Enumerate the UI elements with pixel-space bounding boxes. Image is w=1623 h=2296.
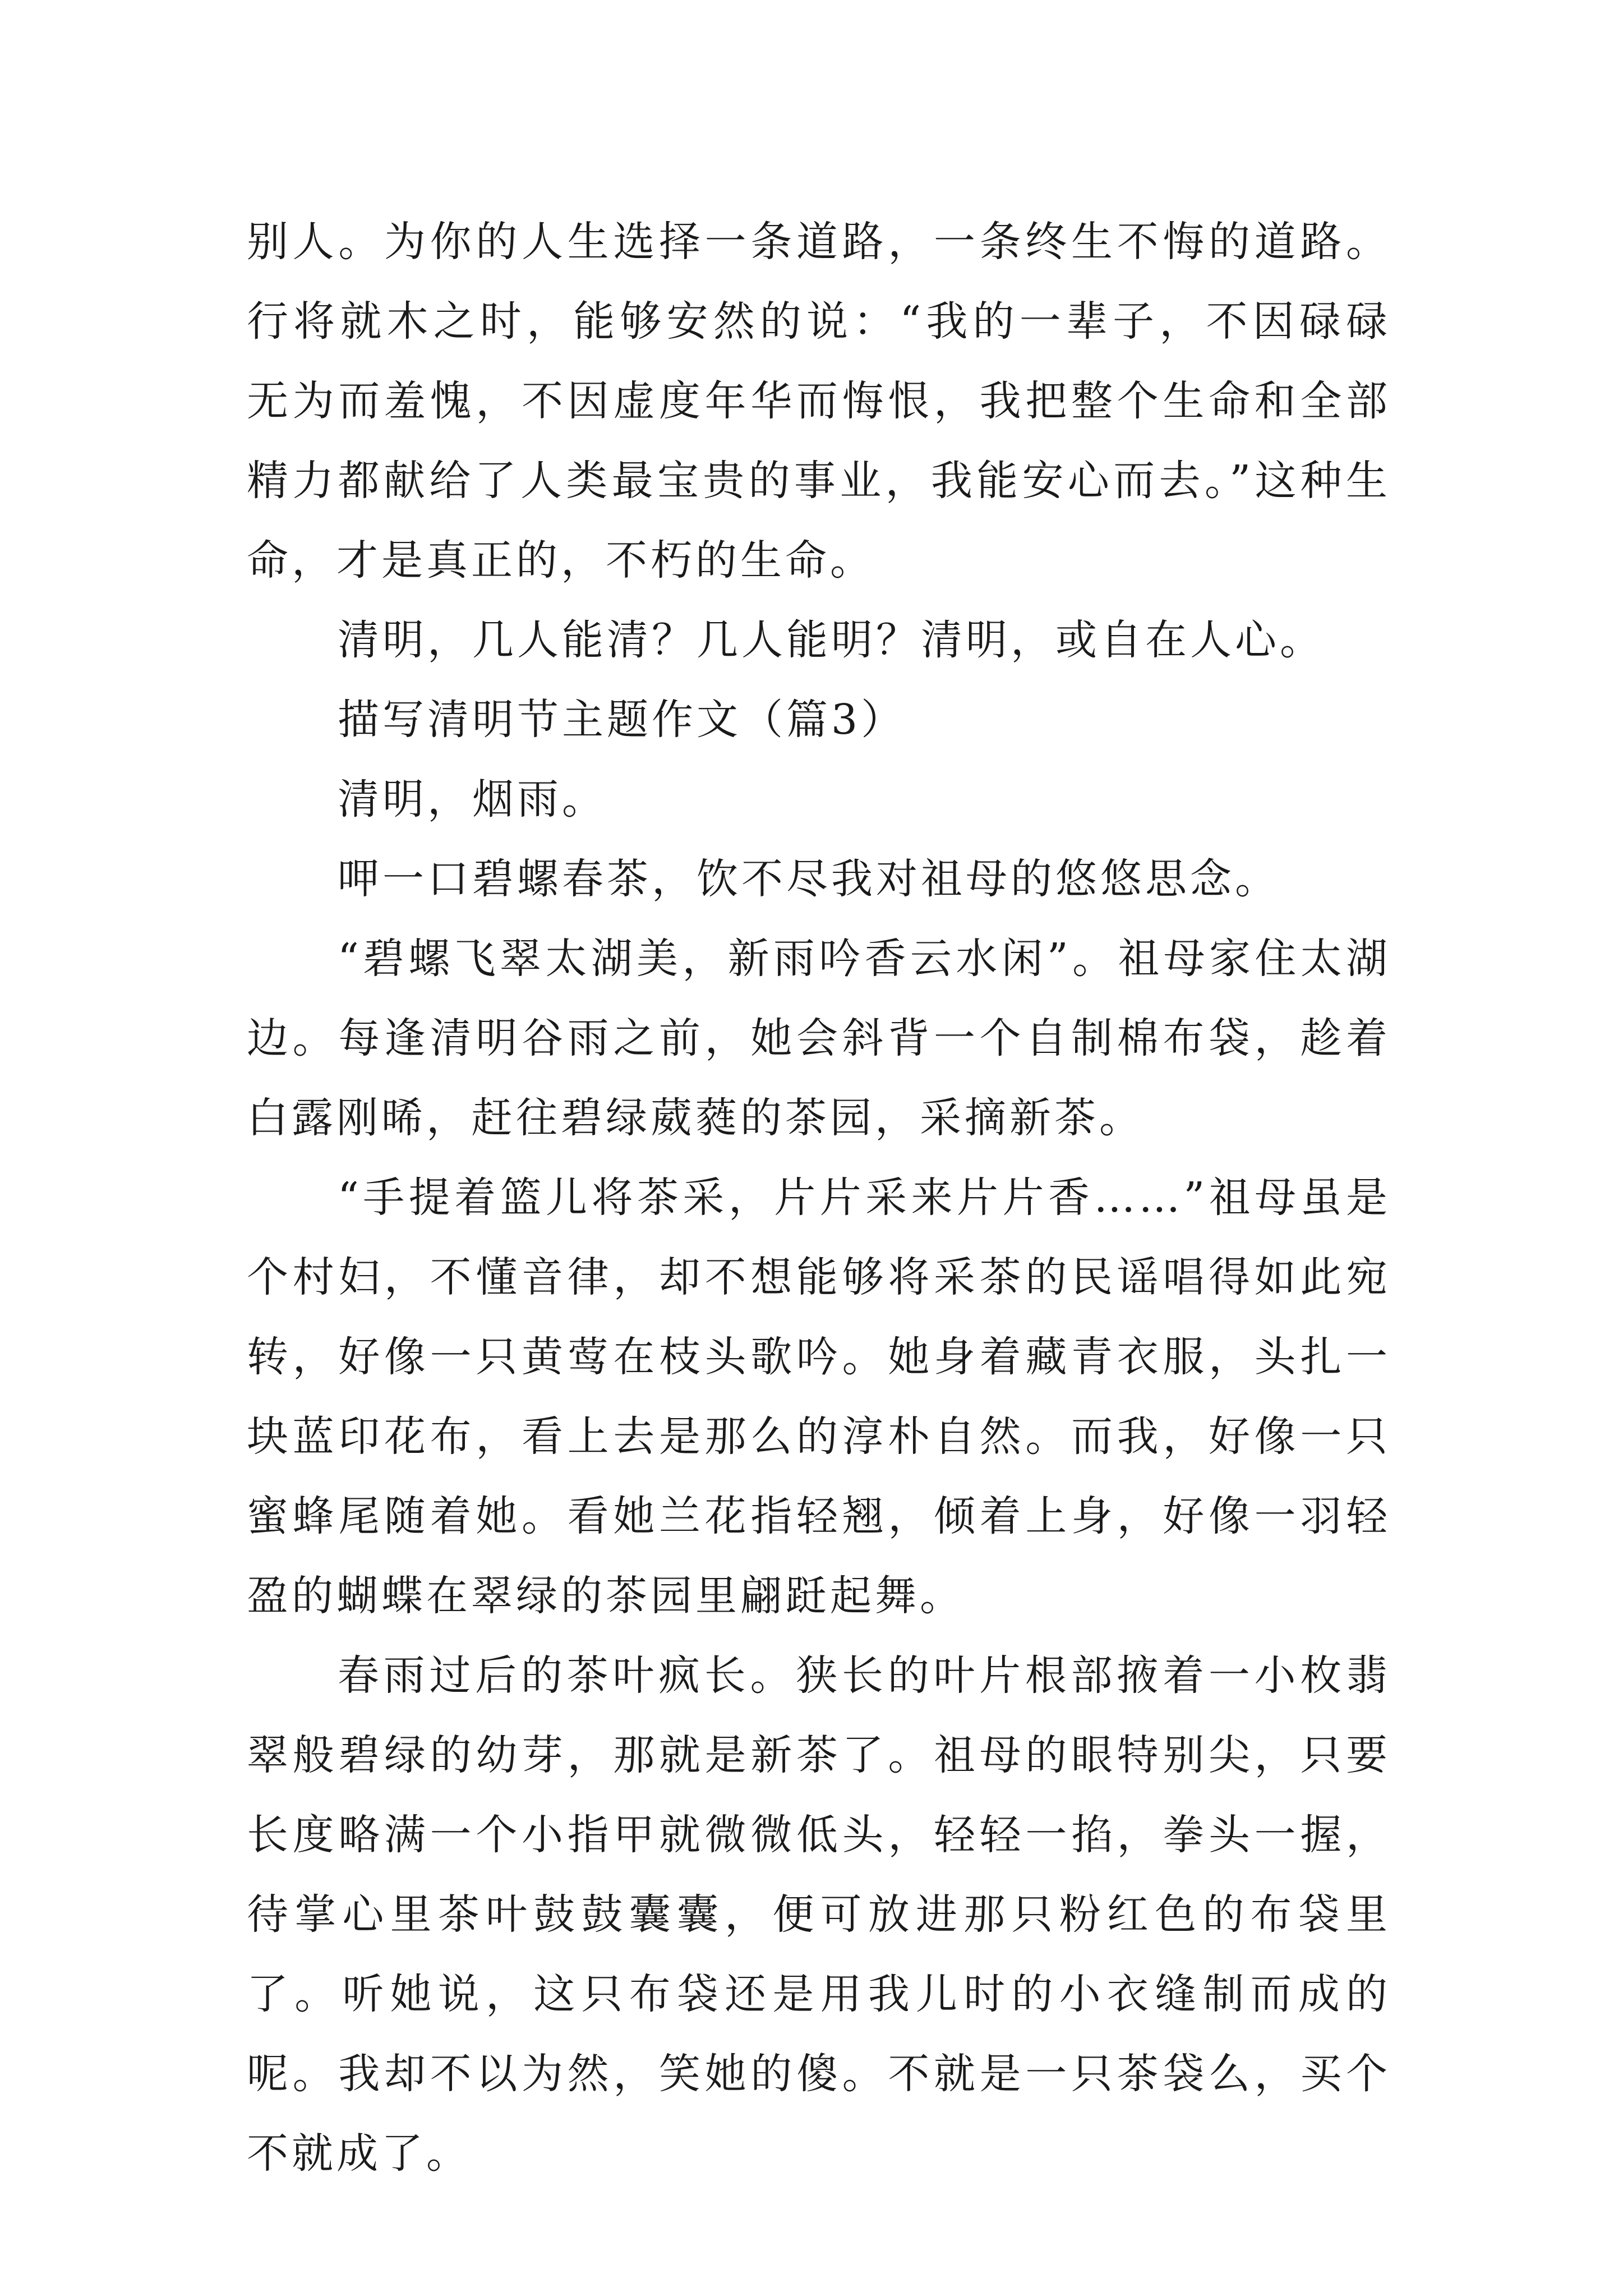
paragraph: 别人。为你的人生选择一条道路，一条终生不悔的道路。行将就木之时，能够安然的说：“我的一辈子，不因碌碌无为而羞愧，不因虚度年华而悔恨，我把整个生命和全部精力都献给了人类最宝贵的事业，我能安心而去。”这种生命，才是真正的，不朽的生命。 [247,218,1391,585]
document-body [247,202,1391,2193]
paragraph: 清明，几人能清？几人能明？清明，或自在人心。 [338,616,1325,664]
paragraph: 清明，烟雨。 [338,775,607,823]
paragraph: “手提着篮儿将茶采，片片采来片片香……”祖母虽是个村妇，不懂音律，却不想能够将采茶的民谣唱得如此宛转，好像一只黄莺在枝头歌吟。她身着藏青衣服，头扎一块蓝印花布，看上去是那么的淳朴自然。而我，好像一只蜜蜂尾随着她。看她兰花指轻翘，倾着上身，好像一羽轻盈的蝴蝶在翠绿的茶园里翩跹起舞。 [247,1174,1391,1620]
paragraph: 呷一口碧螺春茶，饮不尽我对祖母的悠悠思念。 [338,855,1280,903]
paragraph: 春雨过后的茶叶疯长。狭长的叶片根部掖着一小枚翡翠般碧绿的幼芽，那就是新茶了。祖母的眼特别尖，只要长度略满一个小指甲就微微低头，轻轻一掐，拳头一握，待掌心里茶叶鼓鼓囊囊，便可放进那只粉红色的布袋里了。听她说，这只布袋还是用我儿时的小衣缝制而成的呢。我却不以为然，笑她的傻。不就是一只茶袋么，买个不就成了。 [247,1651,1391,2178]
section-heading: 描写清明节主题作文（篇3） [338,696,906,744]
paragraph: “碧螺飞翠太湖美，新雨吟香云水闲”。祖母家住太湖边。每逢清明谷雨之前，她会斜背一个自制棉布袋，趁着白露刚晞，赶往碧绿葳蕤的茶园，采摘新茶。 [247,935,1391,1142]
